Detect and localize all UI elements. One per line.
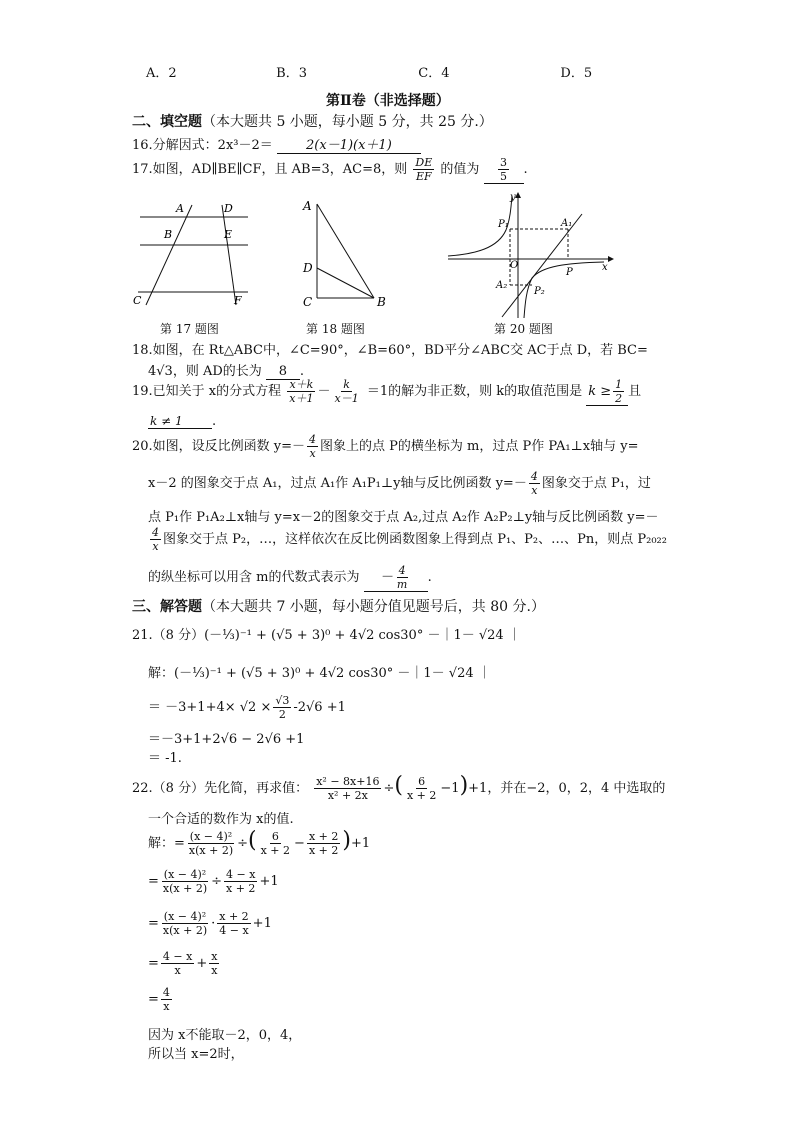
q22-e2-den: x(x + 2)	[162, 882, 208, 895]
q22-e5-num: 4	[162, 986, 170, 999]
figure-20	[446, 190, 616, 320]
q18-line2-text: 4√3，则 AD的长为	[148, 364, 262, 379]
q22-e1b-num: 6	[271, 830, 279, 843]
section-2-heading	[132, 111, 493, 131]
q20-l5a: 的纵坐标可以用含 m的代数式表示为	[148, 570, 360, 585]
q22-e2-num: (x − 4)²	[163, 868, 207, 881]
f17-label-f: F	[234, 294, 242, 307]
f18-label-b: B	[377, 295, 386, 309]
q21-s1: ＝ －3+1+4× √2 ×	[148, 700, 272, 715]
part-title: 第Ⅱ卷（非选择题）	[326, 93, 450, 109]
choice-c: C．4	[418, 66, 450, 81]
q22-step4: = $\frac{4 - x}{x}$ + $\frac{x}{x}$	[148, 950, 218, 977]
q22-sol-label: 解：=	[148, 836, 185, 851]
q21-solution-line3: ＝ -1.	[148, 751, 182, 766]
q22-e1-num: (x − 4)²	[189, 830, 233, 843]
q17-end: .	[523, 162, 528, 177]
question-22-line1: 22.（8 分）先化简，再求值： $\frac{\text{x² − 8x+16}}{\text{x² + 2x}}$ ÷( $\frac{6}{x + 2}$ −1)+1，并在−2，0，2，4 中选取的	[132, 773, 666, 802]
q19-frac-1	[287, 378, 315, 405]
q20-ans-num: 4	[398, 564, 406, 577]
q22-main-num: x² − 8x+16	[316, 775, 380, 788]
q20-f2-num: 4	[530, 470, 538, 483]
q21-solution-line2: ＝－3+1+2√6 − 2√6 +1	[148, 732, 305, 747]
q21-sol0: (－⅓)⁻¹ + (√5 + 3)⁰ + 4√2 cos30° －｜1－ √24 ｜	[174, 666, 491, 681]
q19-frac-2	[333, 378, 361, 405]
q19-stem-b: ＝1的解为非正数，则 k的取值范围是	[366, 384, 583, 399]
q16-stem: 16.分解因式：2x³－2＝	[132, 138, 273, 153]
f20-label-y: y	[510, 192, 516, 203]
q22-e1b-den: x + 2	[260, 844, 291, 857]
q22-e3-frac	[161, 910, 209, 937]
q22-e1c-frac	[307, 830, 340, 857]
question-21-stem: 21.（8 分）(－⅓)⁻¹ + (√5 + 3)⁰ + 4√2 cos30° －｜1－ √24 ｜	[132, 628, 521, 643]
q19-end: .	[212, 414, 217, 429]
q22-step2: = $\frac{\text{(x − 4)²}}{x(x + 2)}$ ÷ $\frac{4 - x}{x + 2}$ +1	[148, 868, 279, 895]
question-18-line2	[148, 360, 304, 380]
q19-f2-den: x－1	[334, 392, 359, 405]
question-22-line2: 一个合适的数作为 x的值.	[148, 812, 294, 827]
q22-e1c-den: x + 2	[308, 844, 339, 857]
q16-answer: 2(x－1)(x＋1)	[277, 134, 421, 154]
q20-frac-2	[529, 470, 540, 497]
q22-e3-den: x(x + 2)	[162, 924, 208, 937]
q20-f2-den: x	[531, 484, 538, 497]
q20-f3-num: 4	[152, 526, 159, 539]
q17-stem-a: 17.如图，AD∥BE∥CF，且 AB=3，AC=8，则	[132, 162, 408, 177]
q20-l2a: x－2 的图象交于点 A₁，过点 A₁作 A₁P₁⊥y轴与反比例函数 y=－	[148, 476, 527, 491]
q22-main-den: x² + 2x	[327, 789, 368, 802]
question-19-line2	[148, 414, 216, 429]
q22-e2b-frac	[224, 868, 257, 895]
q22-e5-den: x	[163, 1000, 170, 1013]
q17-stem-b: 的值为	[440, 162, 480, 177]
q19-answer	[586, 378, 628, 406]
q21-s1-frac	[273, 694, 291, 721]
choice-a: A．2	[146, 66, 177, 81]
q21-sol-label: 解：	[148, 666, 175, 681]
q22-e2-frac	[161, 868, 209, 895]
q21-s1-num: √3	[275, 694, 290, 707]
f18-label-d: D	[303, 261, 313, 275]
q22-stem-a: 22.（8 分）先化简，再求值：	[132, 781, 309, 796]
f20-label-a1: A₁	[561, 218, 573, 229]
q22-div: ÷	[383, 781, 395, 796]
q22-e4a-num: 4 − x	[162, 950, 193, 963]
q22-e3b-frac	[217, 910, 250, 937]
choice-d: D．5	[560, 66, 593, 81]
f18-label-c: C	[303, 295, 313, 309]
q22-e3-num: (x − 4)²	[163, 910, 207, 923]
q22-e2b-num: 4 − x	[226, 868, 256, 881]
f17-label-e: E	[224, 228, 233, 241]
f17-label-d: D	[224, 202, 233, 215]
question-20-line2	[148, 470, 651, 497]
q19-stem-a: 19.已知关于 x的分式方程	[132, 384, 282, 399]
q21-s1-den: 2	[278, 708, 286, 721]
question-20-line4	[148, 526, 667, 553]
q22-e4a-den: x	[174, 964, 181, 977]
q22-e4b-num: x	[211, 950, 218, 963]
q18-answer: 8	[266, 364, 300, 380]
q21-solution-line0	[148, 662, 491, 681]
q22-because: 因为 x不能取－2，0，4，	[148, 1028, 302, 1043]
q20-l1b: 图象上的点 P的横坐标为 m，过点 P作 PA₁⊥x轴与 y=	[320, 439, 639, 454]
q20-l4: 图象交于点 P₂，…，这样依次在反比例函数图象上得到点 P₁、P₂、…、Pn，则点 P₂₀₂₂	[163, 532, 667, 547]
f20-label-a2: A₂	[496, 280, 508, 291]
f18-label-a: A	[303, 199, 312, 213]
q22-step5: = $\frac{4}{x}$	[148, 986, 170, 1013]
q20-end: .	[427, 570, 432, 585]
q18-end: .	[299, 364, 305, 379]
q19-minus: －	[317, 384, 331, 399]
f17-caption: 第 17 题图	[160, 322, 219, 336]
q19-ans-a: k ≥	[588, 384, 612, 399]
f17-label-b: B	[164, 228, 173, 241]
f20-label-p2: P₂	[534, 286, 545, 297]
q21-s1b: -2√6 +1	[293, 700, 346, 715]
q22-inner-den: x + 2	[406, 789, 437, 802]
q22-e4b-den: x	[211, 964, 218, 977]
q19-f1-den: x＋1	[289, 392, 314, 405]
q20-frac-1	[307, 433, 318, 460]
section-3-note: （本大题共 7 小题，每小题分值见题号后，共 80 分.）	[202, 599, 545, 615]
q20-f1-den: x	[309, 447, 316, 460]
q22-e1-frac	[187, 830, 235, 857]
question-20-line3: 点 P₁作 P₁A₂⊥x轴与 y=x－2的图象交于点 A₂,过点 A₂作 A₂P₂⊥y轴与反比例函数 y=－	[148, 510, 659, 525]
section-2-label: 二、填空题	[132, 114, 202, 130]
q19-ans-b: 且	[628, 384, 642, 399]
f20-label-p: P	[566, 267, 573, 278]
q22-e4b-frac	[209, 950, 219, 977]
q17-ratio	[413, 156, 434, 183]
q22-e2b-den: x + 2	[226, 882, 256, 895]
q22-e5-frac	[161, 986, 172, 1013]
f17-label-c: C	[133, 294, 142, 307]
q20-f3-den: x	[152, 540, 159, 553]
q22-stem-b: +1，并在−2，0，2，4 中选取的	[468, 781, 666, 796]
q19-f2-num: k	[343, 378, 350, 391]
question-20-line5	[148, 564, 432, 592]
f20-label-p1: P₁	[498, 219, 509, 230]
q17-ratio-num: DE	[415, 156, 433, 169]
q19-f1-num: x＋k	[289, 378, 314, 391]
q17-answer-num: 3	[500, 156, 508, 169]
q22-frac-inner	[405, 775, 438, 802]
q22-step1: 解：= $\frac{\text{(x − 4)²}}{x(x + 2)}$ ÷( $\frac{6}{x + 2}$ − $\frac{x + 2}{x + 2}$ )+1	[148, 828, 371, 857]
q19-ans-num: 1	[615, 378, 623, 391]
q22-inner-num: 6	[418, 775, 426, 788]
q17-answer	[484, 156, 524, 184]
q20-l1a: 20.如图，设反比例函数 y=－	[132, 439, 306, 454]
q22-e3b-den: 4 − x	[219, 924, 249, 937]
q22-e4a-frac	[161, 950, 194, 977]
section-2-note: （本大题共 5 小题，每小题 5 分，共 25 分.）	[202, 114, 493, 130]
q20-ans-pre: －	[379, 570, 393, 585]
q22-step3: = $\frac{\text{(x − 4)²}}{x(x + 2)}$ · $\frac{x + 2}{4 - x}$ +1	[148, 910, 272, 937]
q22-e3b-num: x + 2	[219, 910, 249, 923]
f17-label-a: A	[176, 202, 184, 215]
q20-frac-3	[150, 526, 161, 553]
q19-line2: k ≠ 1	[148, 414, 212, 429]
q20-answer	[364, 564, 428, 592]
q22-e1b-frac	[259, 830, 292, 857]
q17-ratio-den: EF	[415, 170, 432, 183]
q20-ans-den: m	[396, 578, 408, 591]
figure-17	[130, 195, 255, 310]
q22-so: 所以当 x=2时，	[148, 1047, 244, 1062]
f20-label-x: x	[602, 262, 608, 273]
q22-e1-den: x(x + 2)	[188, 844, 234, 857]
f20-label-o: O	[510, 260, 519, 271]
figure-18	[298, 196, 398, 311]
question-20-line1	[132, 433, 638, 460]
q17-answer-den: 5	[500, 170, 508, 183]
question-19-line1	[132, 378, 641, 406]
choice-b: B．3	[276, 66, 307, 81]
q20-f1-num: 4	[309, 433, 317, 446]
q20-l2b: 图象交于点 P₁，过	[541, 476, 651, 491]
section-3-label: 三、解答题	[132, 599, 202, 615]
answer-choices	[146, 62, 592, 81]
question-16	[132, 134, 421, 154]
question-18-line1: 18.如图，在 Rt△ABC中，∠C=90°，∠B=60°，BD平分∠ABC交 AC于点 D，若 BC=	[132, 343, 648, 358]
f18-caption: 第 18 题图	[306, 322, 365, 336]
section-3-heading	[132, 596, 545, 616]
q22-e1c-num: x + 2	[308, 830, 339, 843]
f20-caption: 第 20 题图	[494, 322, 553, 336]
q19-ans-den: 2	[615, 392, 623, 405]
q21-solution-line1	[148, 694, 346, 721]
q22-inner-b: −1	[440, 781, 460, 796]
question-17	[132, 156, 528, 184]
q22-frac-main	[314, 775, 381, 802]
